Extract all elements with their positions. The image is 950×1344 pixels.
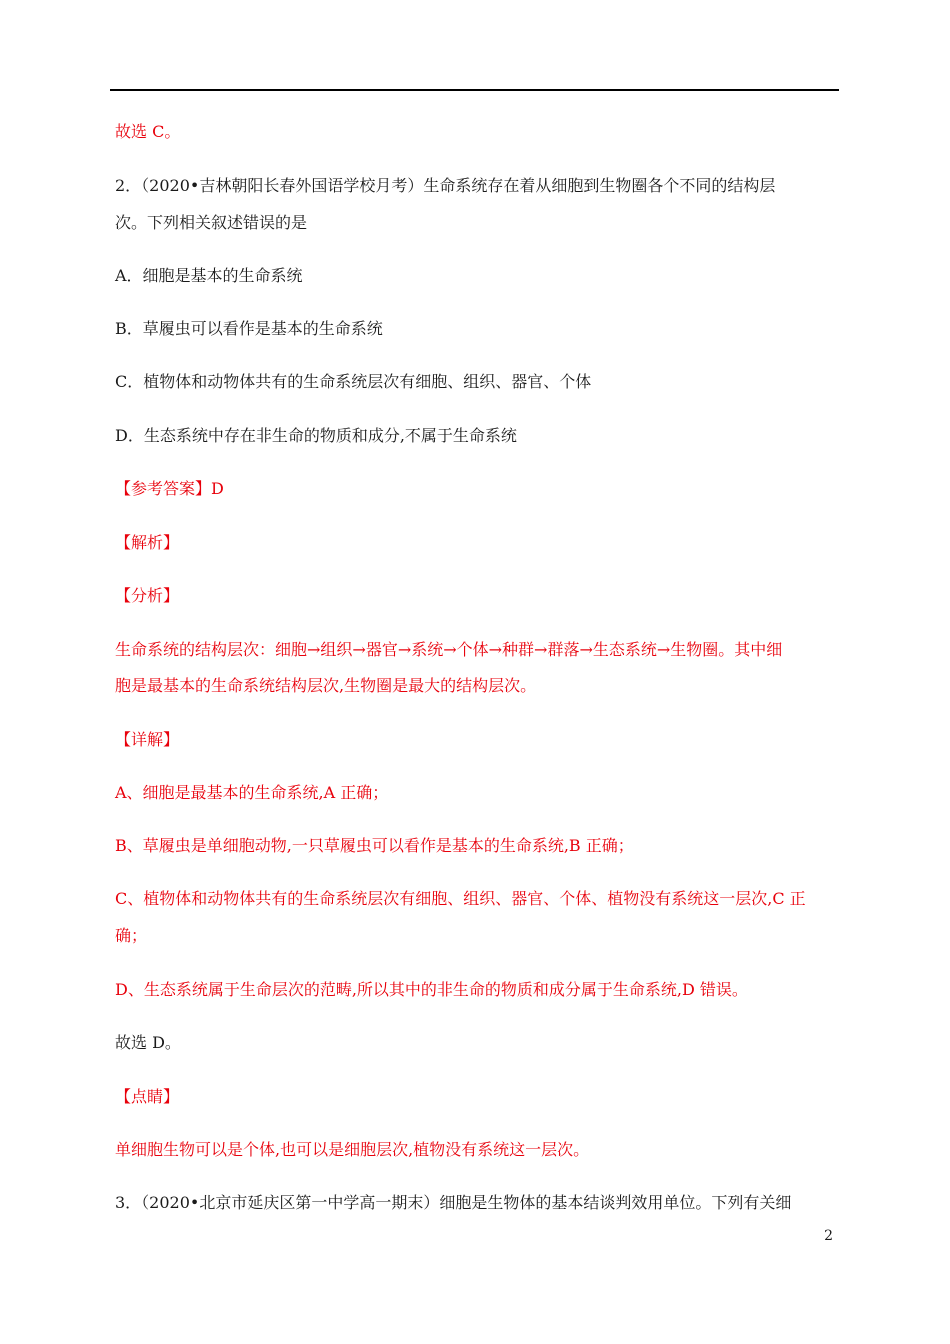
answer-label: 【参考答案】	[115, 479, 212, 498]
previous-conclusion: 故选 C。	[115, 122, 181, 141]
conclusion: 故选 D。	[115, 1033, 181, 1052]
detail-c-line-1: C、植物体和动物体共有的生命系统层次有细胞、组织、器官、个体、植物没有系统这一层次,C 正	[115, 889, 806, 908]
detail-c-line-2: 确；	[115, 926, 148, 945]
option-d: D．生态系统中存在非生命的物质和成分,不属于生命系统	[115, 426, 517, 445]
tip-text: 单细胞生物可以是个体,也可以是细胞层次,植物没有系统这一层次。	[115, 1140, 590, 1159]
detail-b: B、草履虫是单细胞动物,一只草履虫可以看作是基本的生命系统,B 正确；	[115, 836, 634, 855]
section-xiangjie: 【详解】	[115, 730, 180, 749]
detail-a: A、细胞是最基本的生命系统,A 正确；	[115, 783, 389, 802]
answer-value: D	[211, 479, 224, 498]
option-c: C．植物体和动物体共有的生命系统层次有细胞、组织、器官、个体	[115, 372, 592, 391]
page-number: 2	[824, 1228, 833, 1244]
question-2-stem-line-2: 次。下列相关叙述错误的是	[115, 213, 308, 232]
header-rule	[110, 89, 839, 91]
analysis-line-2: 胞是最基本的生命系统结构层次,生物圈是最大的结构层次。	[115, 676, 537, 695]
detail-d: D、生态系统属于生命层次的范畴,所以其中的非生命的物质和成分属于生命系统,D 错误。	[115, 980, 748, 999]
question-2-stem-line-1: 2．（2020•吉林朝阳长春外国语学校月考）生命系统存在着从细胞到生物圈各个不同的结构层	[115, 176, 776, 195]
analysis-line-1: 生命系统的结构层次：细胞→组织→器官→系统→个体→种群→群落→生态系统→生物圈。其中细	[115, 640, 783, 659]
option-b: B．草履虫可以看作是基本的生命系统	[115, 319, 383, 338]
question-3-stem: 3．（2020•北京市延庆区第一中学高一期末）细胞是生物体的基本结谈判效用单位。下列有关细	[115, 1193, 792, 1212]
section-fenxi: 【分析】	[115, 586, 180, 605]
option-a: A．细胞是基本的生命系统	[115, 266, 303, 285]
section-jiexi: 【解析】	[115, 533, 180, 552]
section-dianjing: 【点睛】	[115, 1087, 180, 1106]
reference-answer	[115, 478, 224, 500]
